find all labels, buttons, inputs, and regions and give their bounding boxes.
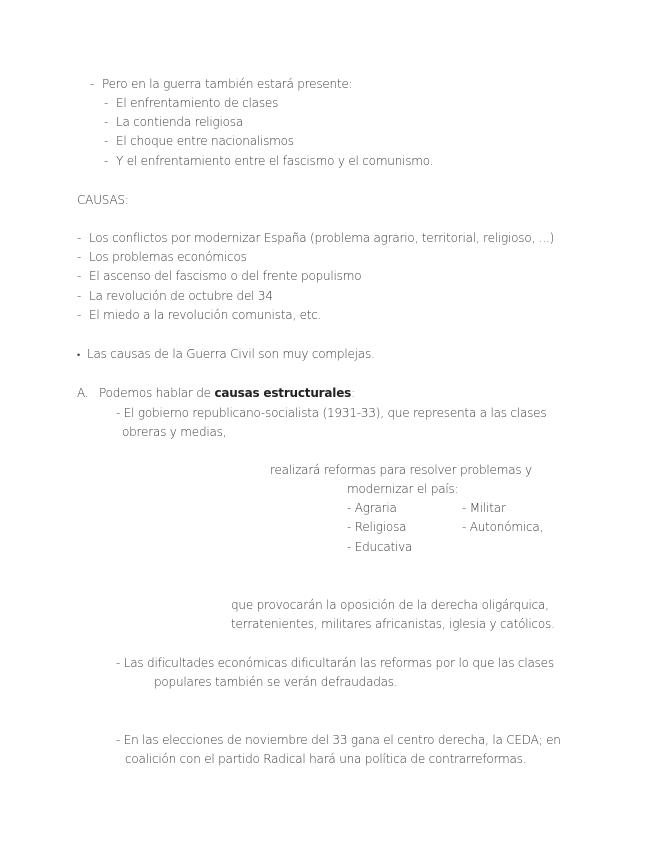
cause-text: El ascenso del fascismo o del frente populismo <box>89 269 362 283</box>
section-a-text: Podemos hablar de <box>99 386 215 400</box>
cause-item <box>77 268 361 284</box>
cause-text: El miedo a la revolución comunista, etc. <box>89 308 322 322</box>
cause-text: Los problemas económicos <box>89 250 247 264</box>
intro-subitem <box>104 153 433 169</box>
causes-heading: CAUSAS: <box>77 193 129 207</box>
reform-autonomica: - Autonómica, <box>462 520 544 534</box>
dash-marker: - <box>77 269 82 283</box>
section-a-bold: causas estructurales <box>214 386 352 400</box>
cause-item <box>77 288 273 304</box>
reforms-line-2: modernizar el país: <box>347 482 459 496</box>
government-line-2: obreras y medias, <box>122 425 227 439</box>
intro-subitem <box>104 114 243 130</box>
reform-agraria: - Agraria <box>347 501 397 515</box>
intro-subitem <box>104 133 294 149</box>
intro-text: Pero en la guerra también estará presente: <box>102 77 353 91</box>
reform-militar: - Militar <box>462 501 506 515</box>
dash-marker: - <box>104 134 109 148</box>
section-a-heading <box>77 385 355 401</box>
elections-line-1: - En las elecciones de noviembre del 33 gana el centro derecha, la CEDA; en <box>116 733 561 747</box>
government-line-1: - El gobierno republicano-socialista (1931-33), que representa a las clases <box>116 406 547 420</box>
section-letter: A. <box>77 386 89 400</box>
intro-item <box>90 76 353 92</box>
dash-marker: - <box>77 250 82 264</box>
difficulties-line-2: populares también se verán defraudadas. <box>154 675 398 689</box>
cause-text: La revolución de octubre del 34 <box>89 289 273 303</box>
opposition-line-2: terratenientes, militares africanistas, iglesia y católicos. <box>231 617 555 631</box>
complex-causes-text: Las causas de la Guerra Civil son muy complejas. <box>87 347 375 361</box>
dash-marker: - <box>77 231 82 245</box>
reform-educativa: - Educativa <box>347 540 413 554</box>
cause-item <box>77 230 554 246</box>
complex-causes-item <box>77 346 375 364</box>
intro-subitem-text: El choque entre nacionalismos <box>116 134 294 148</box>
elections-line-2: coalición con el partido Radical hará una política de contrarreformas. <box>125 752 527 766</box>
dash-marker: - <box>90 77 95 91</box>
dash-marker: - <box>77 289 82 303</box>
dash-marker: - <box>77 308 82 322</box>
cause-item <box>77 307 321 323</box>
reforms-line-1: realizará reformas para resolver problemas y <box>270 463 532 477</box>
intro-subitem-text: Y el enfrentamiento entre el fascismo y el comunismo. <box>116 154 434 168</box>
dash-marker: - <box>104 96 109 110</box>
intro-subitem-text: El enfrentamiento de clases <box>116 96 279 110</box>
dash-marker: - <box>104 115 109 129</box>
opposition-line-1: que provocarán la oposición de la derecha oligárquica, <box>231 598 549 612</box>
dash-marker: - <box>104 154 109 168</box>
intro-subitem <box>104 95 278 111</box>
reform-religiosa: - Religiosa <box>347 520 407 534</box>
bullet-marker: • <box>77 351 80 361</box>
section-a-colon: : <box>351 386 355 400</box>
cause-item <box>77 249 247 265</box>
cause-text: Los conflictos por modernizar España (problema agrario, territorial, religioso, ...) <box>89 231 555 245</box>
intro-subitem-text: La contienda religiosa <box>116 115 244 129</box>
difficulties-line-1: - Las dificultades económicas dificultarán las reformas por lo que las clases <box>116 656 554 670</box>
